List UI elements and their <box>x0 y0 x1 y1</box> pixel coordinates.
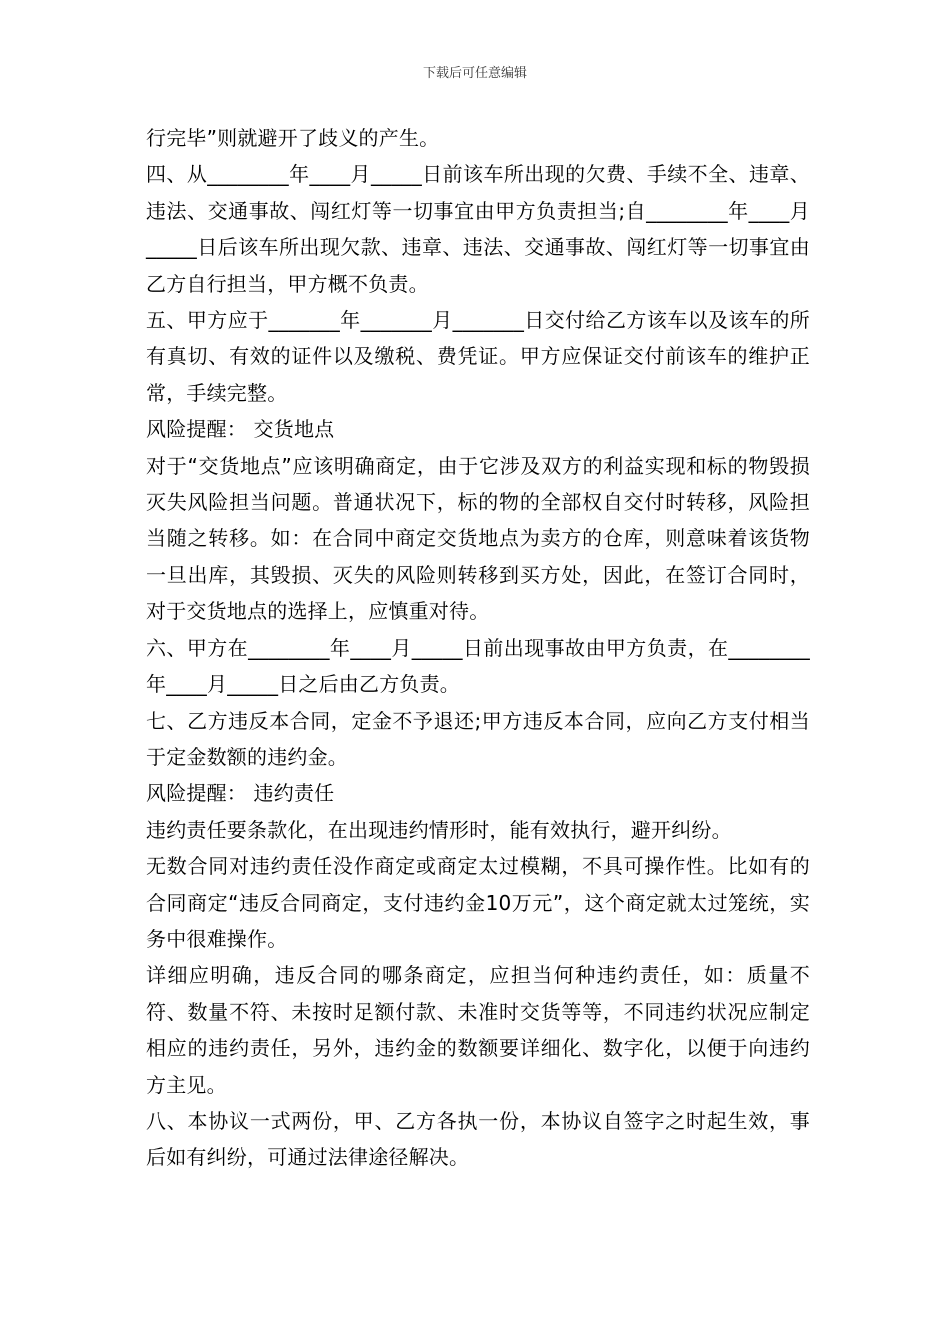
page-header: 下载后可任意编辑 <box>422 66 527 81</box>
clause-five: 五、甲方应于_______年_______月_______日交付给乙方该车以及该车的所有真切、有效的证件以及缴税、费凭证。甲方应保证交付前该车的维护正常，手续完整。 <box>146 308 810 405</box>
document-body <box>146 120 810 1176</box>
risk-reminder-delivery-text: 对于“交货地点”应该明确商定，由于它涉及双方的利益实现和标的物毁损灭失风险担当问题。普通状况下，标的物的全部权自交付时转移，风险担当随之转移。如：在合同中商定交货地点为卖方的仓库，则意味着该货物一旦出库，其毁损、灭失的风险则转移到买方处，因此，在签订合同时，对于交货地点的选择上，应慎重对待。 <box>146 453 810 624</box>
risk-reminder-heading-delivery: 风险提醒： 交货地点 <box>146 417 335 442</box>
liability-text-3: 详细应明确，违反合同的哪条商定，应担当何种违约责任，如：质量不符、数量不符、未按时足额付款、未准时交货等等，不同违约状况应制定相应的违约责任，另外，违约金的数额要详细化、数字化，以便于向违约方主见。 <box>146 963 810 1097</box>
clause-eight: 八、本协议一式两份，甲、乙方各执一份，本协议自签字之时起生效，事后如有纠纷，可通过法律途径解决。 <box>146 1108 810 1170</box>
clause-six: 六、甲方在________年____月_____日前出现事故由甲方负责，在________年____月_____日之后由乙方负责。 <box>146 635 810 697</box>
paragraph-continuation: 行完毕”则就避开了歧义的产生。 <box>146 126 440 150</box>
liability-text-2: 无数合同对违约责任没作商定或商定太过模糊，不具可操作性。比如有的合同商定“违反合同商定，支付违约金10万元”，这个商定就太过笼统，实务中很难操作。 <box>146 854 810 951</box>
clause-four: 四、从________年____月_____日前该车所出现的欠费、手续不全、违章、违法、交通事故、闯红灯等一切事宜由甲方负责担当;自________年____月_____日后该车所出现欠款、违章、违法、交通事故、闯红灯等一切事宜由乙方自行担当，甲方概不负责。 <box>146 162 810 296</box>
risk-reminder-heading-liability: 风险提醒： 违约责任 <box>146 781 335 806</box>
liability-text-1: 违约责任要条款化，在出现违约情形时，能有效执行，避开纠纷。 <box>146 817 732 842</box>
clause-seven: 七、乙方违反本合同，定金不予退还;甲方违反本合同，应向乙方支付相当于定金数额的违约金。 <box>146 708 810 769</box>
